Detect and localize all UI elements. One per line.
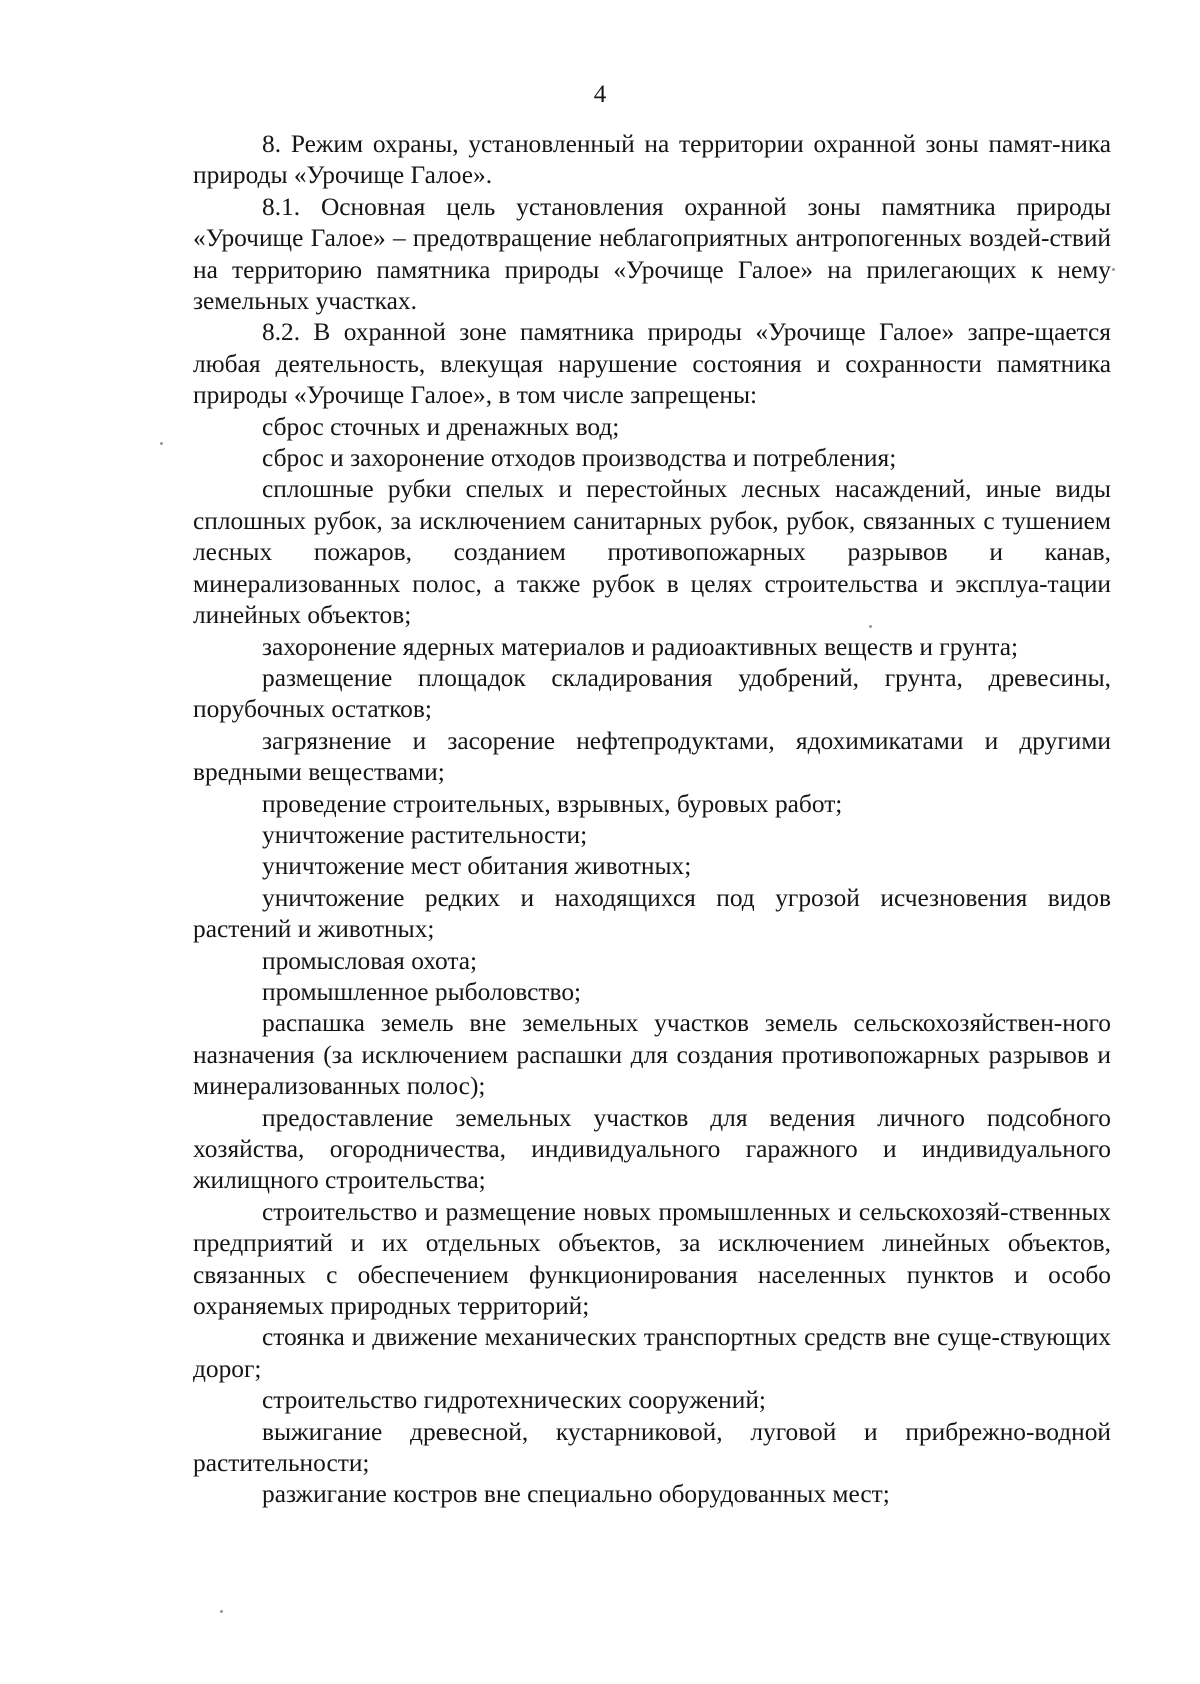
document-body — [193, 129, 1111, 1511]
prohibition-item: выжигание древесной, кустарниковой, луговой и прибрежно-водной растительности; — [193, 1417, 1111, 1478]
prohibition-item: загрязнение и засорение нефтепродуктами, ядохимикатами и другими вредными веществами; — [193, 726, 1111, 787]
prohibition-item: строительство гидротехнических сооружений; — [262, 1386, 766, 1415]
section-8-2-paragraph: 8.2. В охранной зоне памятника природы «Урочище Галое» запре-щается любая деятельность, влекущая нарушение состояния и сохранности памятника природы «Урочище Галое», в том числе запрещены: — [193, 318, 1111, 410]
prohibition-item: разжигание костров вне специально оборудованных мест; — [262, 1480, 890, 1509]
scan-speck — [1112, 268, 1115, 271]
prohibition-item: промысловая охота; — [262, 946, 478, 975]
prohibition-item: промышленное рыболовство; — [262, 977, 582, 1006]
prohibition-item: распашка земель вне земельных участков земель сельскохозяйствен-ного назначения (за исключением распашки для создания противопожарных разрывов и минерализованных полос); — [193, 1009, 1111, 1101]
section-8-heading: 8. Режим охраны, установленный на территории охранной зоны памят-ника природы «Урочище Галое». — [193, 130, 1111, 190]
prohibition-item: предоставление земельных участков для ведения личного подсобного хозяйства, огородничества, индивидуального гаражного и индивидуального жилищного строительства; — [193, 1103, 1111, 1195]
section-8-1-paragraph: 8.1. Основная цель установления охранной зоны памятника природы «Урочище Галое» – предотвращение неблагоприятных антропогенных воздей-ствий на территорию памятника природы «Урочище Галое» на прилегающих к нему земельных участках. — [193, 192, 1111, 316]
prohibition-item: уничтожение растительности; — [262, 820, 588, 849]
prohibition-item: стоянка и движение механических транспортных средств вне суще-ствующих дорог; — [193, 1323, 1111, 1383]
prohibition-item: сброс и захоронение отходов производства и потребления; — [262, 444, 897, 473]
prohibition-item: сброс сточных и дренажных вод; — [262, 412, 620, 441]
prohibition-item: уничтожение редких и находящихся под угрозой исчезновения видов растений и животных; — [193, 883, 1111, 944]
page-number: 4 — [593, 81, 607, 108]
prohibition-item: сплошные рубки спелых и перестойных лесных насаждений, иные виды сплошных рубок, за исключением санитарных рубок, рубок, связанных с тушением лесных пожаров, созданием противопожарных разрывов и канав, минерализованных полос, а также рубок в целях строительства и эксплуа-тации линейных объектов; — [193, 475, 1111, 630]
scan-speck — [160, 442, 163, 445]
prohibition-item: размещение площадок складирования удобрений, грунта, древесины, порубочных остатков; — [193, 663, 1111, 724]
prohibition-item: строительство и размещение новых промышленных и сельскохозяй-ственных предприятий и их отдельных объектов, за исключением линейных объектов, связанных с обеспечением функционирования населенных пунктов и особо охраняемых природных территорий; — [193, 1197, 1111, 1321]
scan-speck — [869, 625, 872, 628]
prohibition-item: проведение строительных, взрывных, буровых работ; — [262, 789, 843, 818]
scan-speck — [220, 1610, 223, 1613]
prohibition-item: уничтожение мест обитания животных; — [262, 852, 692, 881]
prohibition-item: захоронение ядерных материалов и радиоактивных веществ и грунта; — [262, 632, 1019, 661]
